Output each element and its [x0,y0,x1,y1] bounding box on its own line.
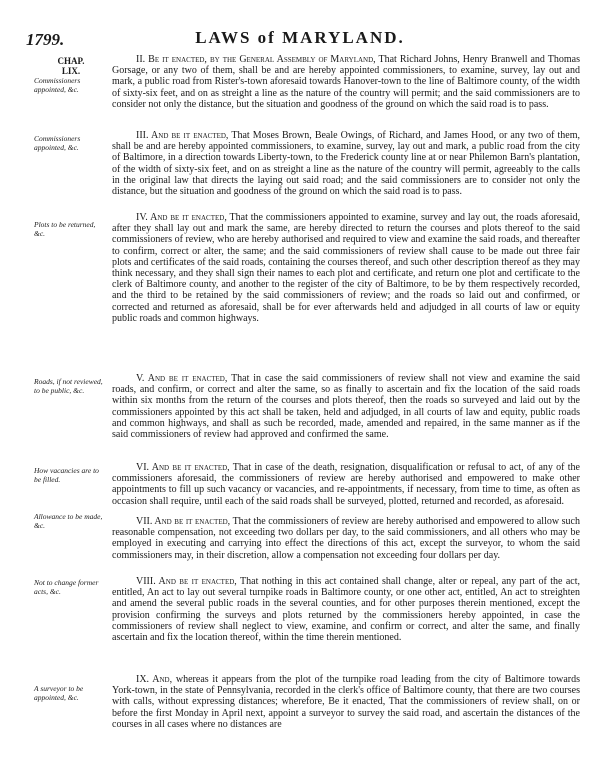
section-body: That in case the said commissioners of review shall not view and examine the said roads, and confirm, or correct and alter the same, so as finally to ascertain and fix the location of the said roads within six months from the return of the courses and plots thereof, then the roads so surveyed and laid out by the commissioners appointed by this act shall be taken, held and adjudged, in all courts of law and equity, public roads and common highways, and shall as such be recorded, made, amended and repaired, in the same manner as if the said commissioners of review had approved and confirmed the same. [112,373,580,441]
margin-note: Allowance to be made, &c. [34,512,103,530]
chapter-label [36,56,106,76]
section-lead: III. And be it enacted, [136,130,229,141]
section-body: That nothing in this act contained shall change, alter or repeal, any part of the act, entitled, An act to lay out several turnpike roads in Baltimore county, or one other act, entitled, An act to streighten and amend the several public roads in the several counties, and for other purposes therein mentioned, except the provision confirming the surveys and plots returned by the commissioners hereby appointed, in case the commissioners of review shall neglect to view, examine, and confirm or correct, and alter the same, and finally ascertain and fix the location thereof, within the time therein mentioned. [112,576,580,644]
section-paragraph [112,130,580,197]
section-body: That in case of the death, resignation, disqualification or refusal to act, of any of the commissioners aforesaid, the commissioners of review are hereby authorised and empowered to make other appointments to fill up such vacancy or vacancies, and re-appointments, if necessary, from time to time, as often as occasion shall require, until each of the said roads shall be surveyed, plotted, returned and recorded, as aforesaid. [112,462,580,507]
margin-note: A surveyor to be appointed, &c. [34,684,84,702]
margin-note: Roads, if not reviewed, to be public, &c. [34,377,103,395]
section-lead: IX. And, [136,674,173,685]
page-year: 1799. [26,30,65,49]
section-lead: VI. And be it enacted, [136,462,230,473]
section-paragraph [112,462,580,507]
section-body: That the commissioners appointed to examine, survey and lay out, the roads aforesaid, after they shall lay out and mark the same, are hereby directed to return the courses and plots thereof to the said commissioners of review, who are hereby authorised and required to view and examine the said roads, and thereafter to confirm, correct or alter, the same; and the said commissioners of review shall cause to be made out three fair plots and certificates of the said roads, containing the courses thereof, and such other description thereof as they may think necessary, and they shall sign their names to each plot and certificate, and return one plot and certificate to the clerk of Baltimore county, and another to the register of the city of Baltimore, to be by them respectively recorded, and the third to be retained by the said commissioners of review; and the roads so laid out and confirmed, or corrected and returned as aforesaid, shall be for ever afterwards held and adjudged in all courts of law or equity public roads and common highways. [112,212,580,324]
section-paragraph [112,373,580,440]
margin-note: Plots to be returned, &c. [34,220,96,238]
section-paragraph [112,576,580,643]
section-body: whereas it appears from the plot of the turnpike road leading from the city of Baltimore towards York-town, in the state of Pennsylvania, recorded in the clerk's office of Baltimore county, that there are two courses with calls, without expressing distances; wherefore, Be it enacted, That the commissioners of review shall, on or before the first Monday in April next, appoint a surveyor to survey the said road, and ascertain the distances of the courses in all cases where no distances are [112,674,580,730]
margin-note: Not to change former acts, &c. [34,578,99,596]
section-lead: II. Be it enacted, by the General Assembly of Maryland, [136,54,376,65]
section-paragraph [112,674,580,730]
section-lead: V. And be it enacted, [136,373,228,384]
section-lead: VIII. And be it enacted, [136,576,237,587]
margin-note: Commissioners appointed, &c. [34,134,81,152]
chapter-number: LIX. [61,66,81,76]
section-body: That the commissioners of review are hereby authorised and empowered to allow such reasonable compensation, not exceeding two dollars per day, to the said commissioners, and all others who may be employed in executing and carrying into effect the directions of this act, except the surveyor, to whom the said commissioners may, in their discretion, allow a compensation not exceeding four dollars per day. [112,516,580,561]
section-body: That Richard Johns, Henry Branwell and Thomas Gorsage, or any two of them, shall be and are hereby appointed commissioners, to examine, survey, lay out and mark, a public road from Rister's-town aforesaid towards Hanover-town to the line of Baltimore county, of the width of sixty-six feet, and on as streight a line as the nature of the country will permit; and the said commissioners are to consider not only the distance, but the situation and goodness of the ground on which the said road is to pass. [112,54,580,110]
section-paragraph [112,212,580,324]
chapter-word: CHAP. [57,56,85,66]
page-title: LAWS of MARYLAND. [195,28,405,47]
section-paragraph [112,54,580,110]
section-body: That Moses Brown, Beale Owings, of Richard, and James Hood, or any two of them, shall be and are hereby appointed commissioners, to examine, survey, lay out and mark, a public road from the city of Baltimore, in a direction towards Liberty-town, to the Frederick county line at or near Philemon Barn's plantation, of the width of sixty-six feet, and on as streight a line as the nature of the country will permit, agreeably to the calls in the original law that directs the laying out said road; and the said commissioners are to consider not only the distance, but the situation and goodness of the ground on which the said road is to pass. [112,130,581,198]
margin-note: How vacancies are to be filled. [34,466,99,484]
margin-note: Commissioners appointed, &c. [34,76,81,94]
section-paragraph [112,516,580,561]
section-lead: VII. And be it enacted, [136,516,231,527]
section-lead: IV. And be it enacted, [136,212,227,223]
